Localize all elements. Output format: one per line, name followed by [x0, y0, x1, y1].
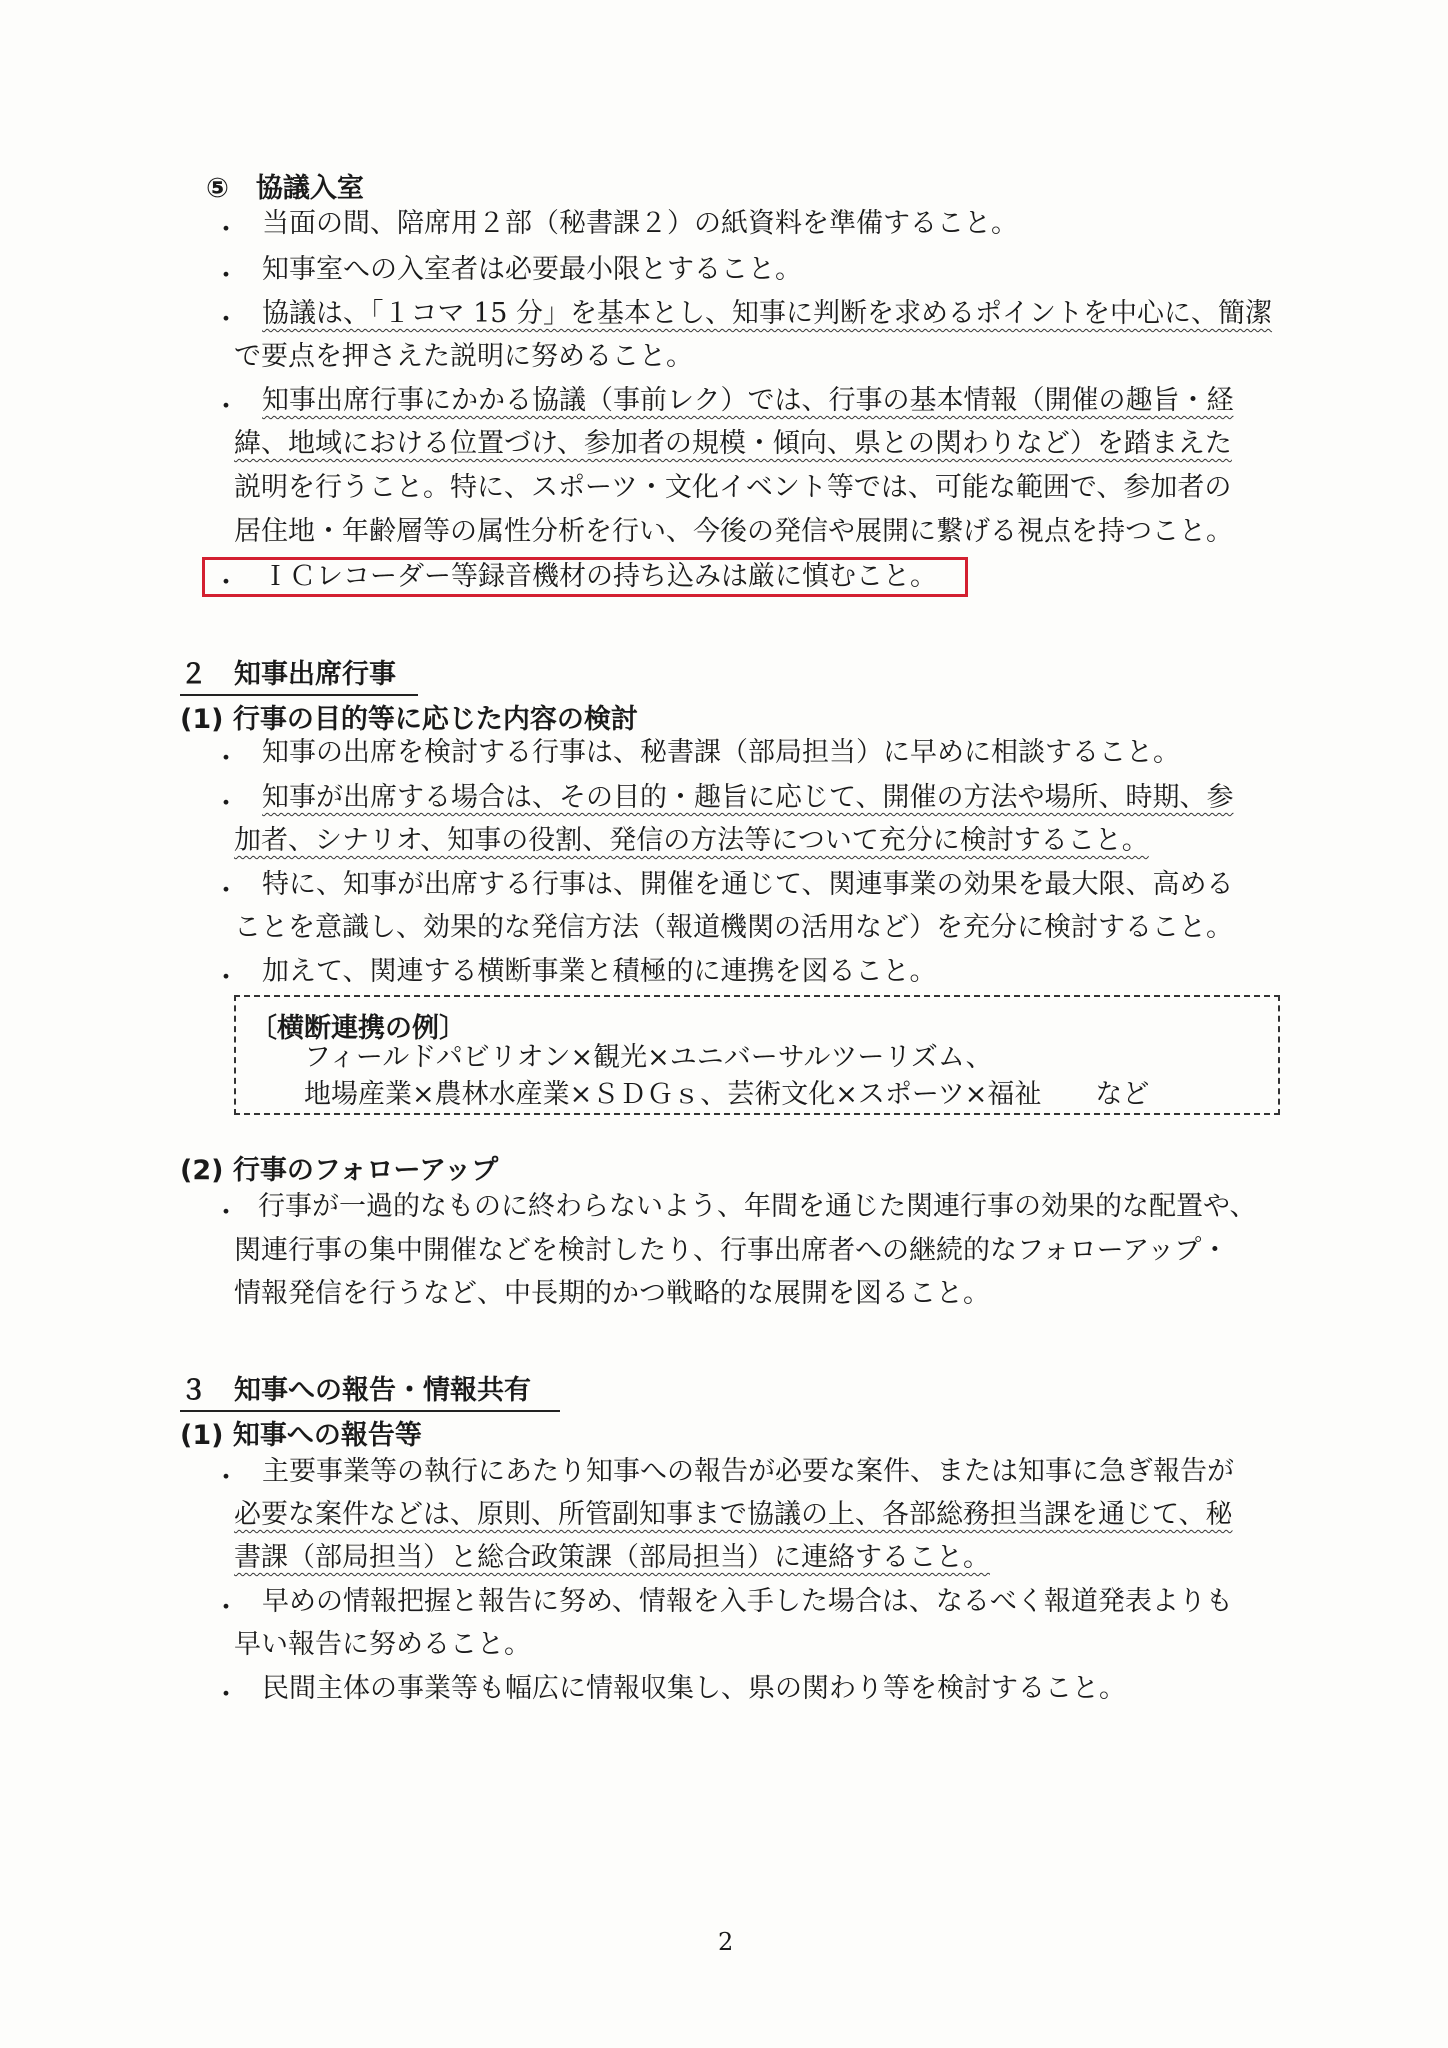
bullet: ・	[213, 305, 240, 335]
section-2-sub-1: (1) 行事の目的等に応じた内容の検討	[180, 704, 638, 735]
s2-bullet-3-line-1: 特に、知事が出席する行事は、開催を通じて、関連事業の効果を最大限、高める	[262, 869, 1234, 900]
section-2-heading: ２ 知事出席行事	[180, 652, 418, 696]
bullet: ・	[213, 963, 240, 993]
s3-bullet-1-line-2: 必要な案件などは、原則、所管副知事まで協議の上、各部総務担当課を通じて、秘	[234, 1499, 1233, 1530]
bullet: ・	[213, 261, 240, 291]
bullet: ・	[213, 789, 240, 819]
bullet: ・	[213, 1198, 240, 1228]
s5-bullet-4-line-1: 知事出席行事にかかる協議（事前レク）では、行事の基本情報（開催の趣旨・経	[262, 385, 1234, 416]
section-5-heading: ⑤ 協議入室	[206, 173, 364, 204]
s5-bullet-4-line-2: 緯、地域における位置づけ、参加者の規模・傾向、県との関わりなど）を踏まえた	[234, 428, 1232, 459]
section-2-sub-2: (2) 行事のフォローアップ	[180, 1155, 499, 1186]
section-3-heading: ３ 知事への報告・情報共有	[180, 1368, 560, 1412]
bullet: ・	[213, 1463, 240, 1493]
example-box-title: 〔横断連携の例〕	[250, 1013, 466, 1044]
s2-followup-line-2: 関連行事の集中開催などを検討したり、行事出席者への継続的なフォローアップ・	[234, 1235, 1229, 1266]
s3-bullet-1-line-3: 書課（部局担当）と総合政策課（部局担当）に連絡すること。	[234, 1542, 990, 1573]
bullet: ・	[213, 392, 240, 422]
s5-bullet-3-line-1: 協議は、「１コマ 15 分」を基本とし、知事に判断を求めるポイントを中心に、簡潔	[262, 298, 1273, 329]
s3-bullet-3: 民間主体の事業等も幅広に情報収集し、県の関わり等を検討すること。	[262, 1673, 1126, 1704]
bullet: ・	[213, 215, 240, 245]
s2-bullet-2-line-1: 知事が出席する場合は、その目的・趣旨に応じて、開催の方法や場所、時期、参	[262, 782, 1234, 813]
s5-bullet-4-line-3: 説明を行うこと。特に、スポーツ・文化イベント等では、可能な範囲で、参加者の	[234, 472, 1232, 503]
s5-bullet-4-line-4: 居住地・年齢層等の属性分析を行い、今後の発信や展開に繋げる視点を持つこと。	[234, 516, 1233, 547]
s5-bullet-5: ＩＣレコーダー等録音機材の持ち込みは厳に慎むこと。	[262, 561, 937, 592]
s5-bullet-2: 知事室への入室者は必要最小限とすること。	[262, 254, 802, 285]
s5-bullet-1: 当面の間、陪席用２部（秘書課２）の紙資料を準備すること。	[262, 208, 1018, 239]
s2-bullet-4: 加えて、関連する横断事業と積極的に連携を図ること。	[262, 956, 937, 987]
bullet: ・	[213, 1680, 240, 1710]
bullet: ・	[213, 876, 240, 906]
s2-followup-line-3: 情報発信を行うなど、中長期的かつ戦略的な展開を図ること。	[234, 1278, 990, 1309]
section-3-sub-1: (1) 知事への報告等	[180, 1420, 422, 1451]
s3-bullet-1-line-1: 主要事業等の執行にあたり知事への報告が必要な案件、または知事に急ぎ報告が	[262, 1456, 1234, 1487]
example-box-line-1: フィールドパビリオン×観光×ユニバーサルツーリズム、	[304, 1042, 993, 1073]
bullet: ・	[213, 1593, 240, 1623]
page-number: 2	[718, 1928, 734, 1956]
s2-followup-line-1: 行事が一過的なものに終わらないよう、年間を通じた関連行事の効果的な配置や、	[258, 1191, 1257, 1222]
s2-bullet-2-line-2: 加者、シナリオ、知事の役割、発信の方法等について充分に検討すること。	[234, 825, 1149, 856]
s2-bullet-1: 知事の出席を検討する行事は、秘書課（部局担当）に早めに相談すること。	[262, 737, 1180, 768]
bullet: ・	[213, 744, 240, 774]
example-box-line-2: 地場産業×農林水産業×ＳＤＧｓ、芸術文化×スポーツ×福祉 など	[304, 1079, 1150, 1110]
s3-bullet-2-line-1: 早めの情報把握と報告に努め、情報を入手した場合は、なるべく報道発表よりも	[262, 1586, 1233, 1617]
bullet: ・	[213, 568, 240, 598]
s3-bullet-2-line-2: 早い報告に努めること。	[234, 1629, 531, 1660]
s5-bullet-3-line-2: で要点を押さえた説明に努めること。	[234, 341, 693, 372]
s2-bullet-3-line-2: ことを意識し、効果的な発信方法（報道機関の活用など）を充分に検討すること。	[234, 912, 1233, 943]
